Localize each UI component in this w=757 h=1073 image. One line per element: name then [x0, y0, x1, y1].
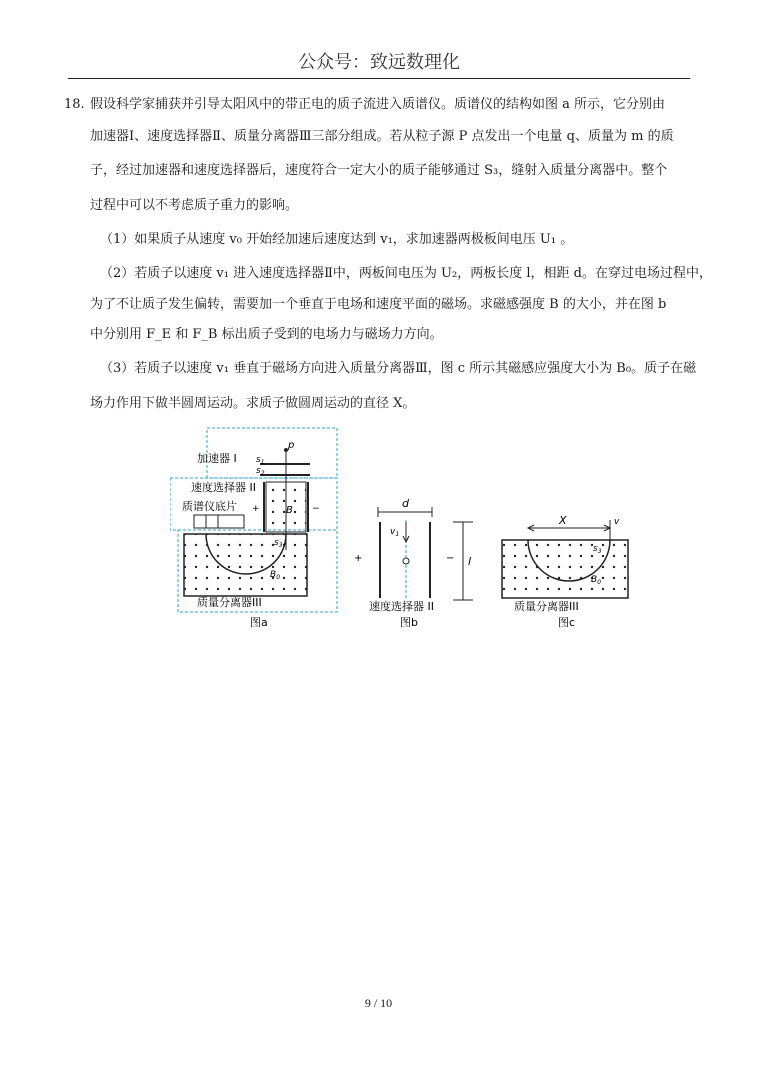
label-d: d [402, 497, 409, 510]
part-2-text-1: （2）若质子以速度 v₁ 进入速度选择器Ⅱ中，两板间电压为 U₂，两板长度 l，相距 d。在穿过电场过程中， [100, 266, 712, 281]
detector-plate [194, 515, 244, 528]
part-3-line-1 [100, 360, 696, 378]
label-b: B [286, 505, 293, 516]
label-p: p [288, 440, 295, 451]
part-3-text-2: 场力作用下做半圆周运动。求质子做圆周运动的直径 X。 [90, 396, 416, 411]
label-l: l [468, 555, 472, 568]
label-accelerator: 加速器 I [197, 452, 237, 465]
question-number: 18. [64, 97, 85, 112]
page-header [68, 50, 690, 79]
label-s1: $s_1$ [256, 455, 265, 466]
question-text-2: 加速器Ⅰ、速度选择器Ⅱ、质量分离器Ⅲ三部分组成。若从粒子源 P 点发出一个电量 q、质量为 m 的质 [90, 129, 674, 144]
part-2-line-1 [100, 265, 712, 283]
part-3-text-1: （3）若质子以速度 v₁ 垂直于磁场方向进入质量分离器Ⅲ，图 c 所示其磁感应强度大小为 B₀。质子在磁 [100, 361, 697, 376]
label-x: X [559, 514, 567, 527]
question-line-3 [90, 162, 667, 180]
page-number: 9 / 10 [364, 996, 393, 1010]
figure-a [170, 428, 337, 629]
question-line-4 [90, 197, 298, 215]
label-v1-b: $v_1$ [390, 527, 400, 538]
part-2-line-2 [90, 296, 666, 314]
label-minus-b: − [446, 553, 455, 564]
caption-a: 图a [250, 616, 268, 629]
part-2-text-2: 为了不让质子发生偏转，需要加一个垂直于电场和速度平面的磁场。求磁感强度 B 的大小，并在图 b [90, 297, 667, 312]
label-separator-c: 质量分离器III [514, 600, 579, 613]
part-2-line-3 [90, 326, 443, 344]
proton-b [403, 558, 409, 564]
separator-field [184, 534, 307, 596]
label-plus-b: + [354, 553, 363, 564]
figure-c [502, 514, 628, 629]
label-selector-b: 速度选择器 II [369, 600, 434, 613]
part-2-text-3: 中分别用 F_E 和 F_B 标出质子受到的电场力与磁场力方向。 [90, 327, 443, 342]
label-separator: 质量分离器III [197, 596, 262, 609]
label-v-c: v [614, 517, 620, 527]
part-3-line-2 [90, 395, 415, 413]
caption-b: 图b [400, 616, 418, 629]
label-s3: $s_3$ [274, 538, 283, 549]
caption-c: 图c [558, 616, 576, 629]
label-s3-c: $s_3$ [593, 544, 602, 555]
question-line-1 [64, 96, 665, 114]
question-text-4: 过程中可以不考虑质子重力的影响。 [90, 198, 299, 213]
label-minus-a: − [312, 504, 320, 514]
label-selector: 速度选择器 II [191, 481, 256, 494]
figures [170, 420, 640, 635]
question-text-1: 假设科学家捕获并引导太阳风中的带正电的质子流进入质谱仪。质谱仪的结构如图 a 所示，它分别由 [90, 97, 666, 112]
question-line-2 [90, 128, 674, 146]
header-title: 公众号：致远数理化 [298, 52, 460, 73]
label-plate: 质谱仪底片 [182, 500, 237, 513]
label-s2: $s_2$ [256, 466, 265, 477]
question-text-3: 子，经过加速器和速度选择器后，速度符合一定大小的质子能够通过 S₃，缝射入质量分离器中。整个 [90, 163, 668, 178]
label-b0-c: $B_0$ [591, 575, 602, 586]
figure-b [354, 497, 473, 629]
label-b0: $B_0$ [270, 570, 281, 581]
part-1 [100, 231, 573, 249]
label-plus-a: + [252, 504, 260, 514]
part-1-text: （1）如果质子从速度 v₀ 开始经加速后速度达到 v₁，求加速器两极板间电压 U₁ 。 [100, 232, 574, 247]
